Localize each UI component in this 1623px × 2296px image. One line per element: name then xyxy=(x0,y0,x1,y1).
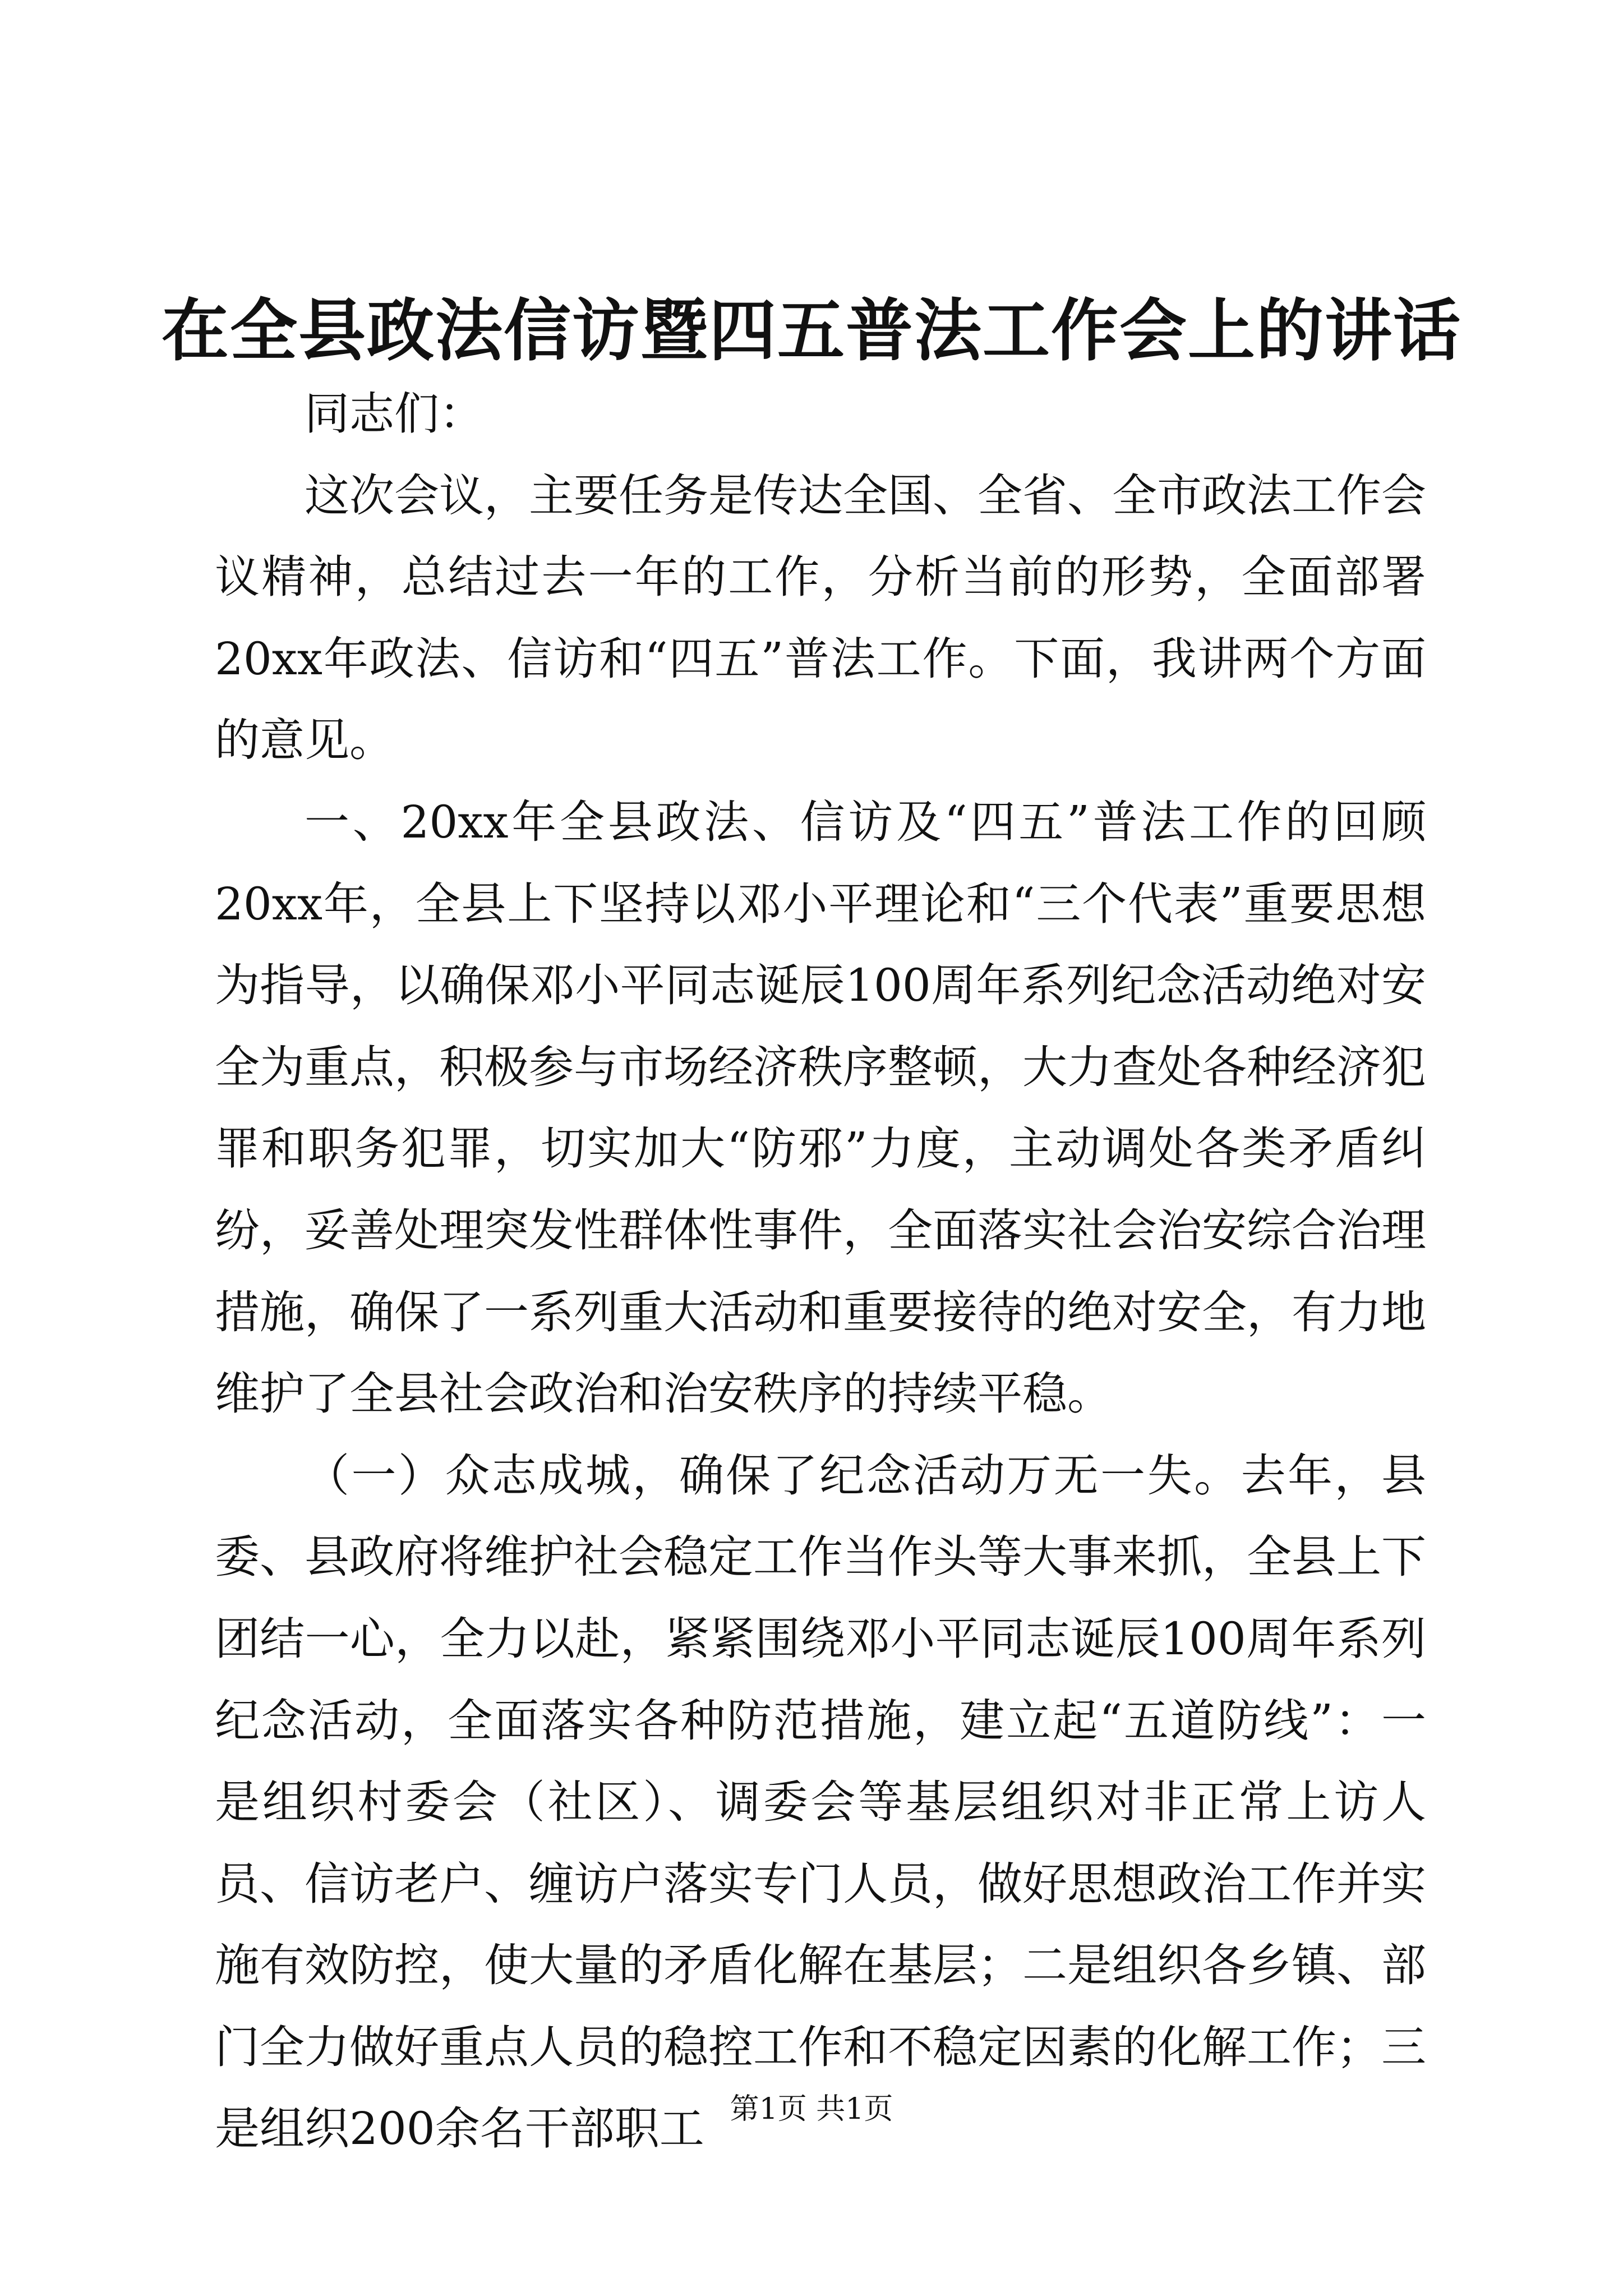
document-title: 在全县政法信访暨四五普法工作会上的讲话 xyxy=(162,291,1461,370)
page-number-footer: 第1页 共1页 xyxy=(730,2092,893,2126)
document-body xyxy=(215,373,1426,2170)
intro-paragraph: 这次会议，主要任务是传达全国、全省、全市政法工作会议精神，总结过去一年的工作，分析当前的形势，全面部署20xx年政法、信访和“四五”普法工作。下面，我讲两个方面的意见。 xyxy=(215,469,1426,767)
salutation-paragraph: 同志们： xyxy=(305,388,484,440)
review-paragraph: 一、20xx年全县政法、信访及“四五”普法工作的回顾20xx年，全县上下坚持以邓小平理论和“三个代表”重要思想为指导，以确保邓小平同志诞辰100周年系列纪念活动绝对安全为重点，积极参与市场经济秩序整顿，大力查处各种经济犯罪和职务犯罪，切实加大“防邪”力度，主动调处各类矛盾纠纷，妥善处理突发性群体性事件，全面落实社会治安综合治理措施，确保了一系列重大活动和重要接待的绝对安全，有力地维护了全县社会政治和治安秩序的持续平稳。 xyxy=(215,795,1426,1420)
section-one-paragraph: （一）众志成城，确保了纪念活动万无一失。去年，县委、县政府将维护社会稳定工作当作头等大事来抓，全县上下团结一心，全力以赴，紧紧围绕邓小平同志诞辰100周年系列纪念活动，全面落实各种防范措施，建立起“五道防线”：一是组织村委会（社区）、调委会等基层组织对非正常上访人员、信访老户、缠访户落实专门人员，做好思想政治工作并实施有效防控，使大量的矛盾化解在基层；二是组织各乡镇、部门全力做好重点人员的稳控工作和不稳定因素的化解工作；三是组织200余名干部职工 xyxy=(215,1449,1426,2155)
